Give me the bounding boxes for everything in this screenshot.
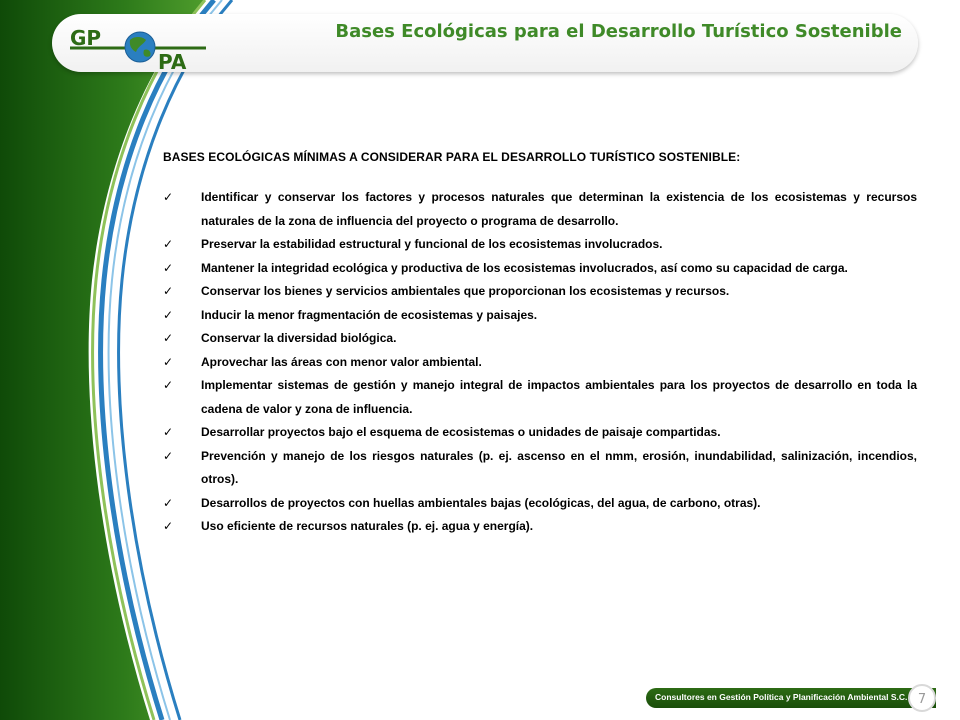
content-area bbox=[163, 150, 917, 539]
list-item bbox=[163, 257, 917, 281]
list-item bbox=[163, 421, 917, 445]
gpopa-logo bbox=[66, 22, 216, 76]
list-item-text: Preservar la estabilidad estructural y funcional de los ecosistemas involucrados. bbox=[201, 237, 663, 251]
list-item-text: Desarrollar proyectos bajo el esquema de ecosistemas o unidades de paisaje compartidas. bbox=[201, 425, 721, 439]
checkmark-icon: ✓ bbox=[163, 284, 174, 298]
list-item bbox=[163, 186, 917, 233]
list-item-text: Desarrollos de proyectos con huellas ambientales bajas (ecológicas, del agua, de carbono, otras). bbox=[201, 495, 761, 510]
list-item bbox=[163, 445, 917, 492]
checkmark-icon: ✓ bbox=[163, 448, 174, 463]
list-item bbox=[163, 515, 917, 539]
list-item bbox=[163, 374, 917, 421]
content-heading: BASES ECOLÓGICAS MÍNIMAS A CONSIDERAR PARA EL DESARROLLO TURÍSTICO SOSTENIBLE: bbox=[163, 150, 741, 164]
footer-text: Consultores en Gestión Política y Planificación Ambiental S.C. bbox=[655, 692, 908, 702]
list-item-text: Uso eficiente de recursos naturales (p. ej. agua y energía). bbox=[201, 519, 534, 533]
header-title: Bases Ecológicas para el Desarrollo Turístico Sostenible bbox=[335, 21, 902, 42]
list-item bbox=[163, 280, 917, 304]
checkmark-icon: ✓ bbox=[163, 331, 174, 345]
checkmark-icon: ✓ bbox=[163, 519, 174, 533]
logo-text-top: GP bbox=[70, 26, 102, 50]
list-item bbox=[163, 351, 917, 375]
list-item bbox=[163, 492, 917, 516]
checkmark-icon: ✓ bbox=[163, 425, 174, 439]
checkmark-icon: ✓ bbox=[163, 378, 174, 392]
list-item bbox=[163, 327, 917, 351]
checkmark-icon: ✓ bbox=[163, 237, 174, 251]
checkmark-icon: ✓ bbox=[163, 307, 174, 322]
logo-text-bottom: PA bbox=[158, 50, 187, 74]
checkmark-icon: ✓ bbox=[163, 354, 174, 369]
checkmark-icon: ✓ bbox=[163, 260, 174, 275]
list-item-text: Prevención y manejo de los riesgos naturales (p. ej. ascenso en el nmm, erosión, inundabilidad, salinización, incendios, otros). bbox=[201, 448, 917, 486]
list-item bbox=[163, 304, 917, 328]
list-item-text: Inducir la menor fragmentación de ecosistemas y paisajes. bbox=[201, 307, 538, 322]
list-item-text: Aprovechar las áreas con menor valor ambiental. bbox=[201, 354, 482, 369]
list-item-text: Conservar los bienes y servicios ambientales que proporcionan los ecosistemas y recursos. bbox=[201, 284, 730, 298]
list-item-text: Conservar la diversidad biológica. bbox=[201, 331, 397, 345]
checkmark-icon: ✓ bbox=[163, 495, 174, 510]
checkmark-icon: ✓ bbox=[163, 190, 174, 204]
list-item bbox=[163, 233, 917, 257]
list-item-text: Implementar sistemas de gestión y manejo integral de impactos ambientales para los proyectos de desarrollo en toda la cadena de valor y zona de influencia. bbox=[201, 378, 917, 416]
checklist bbox=[163, 186, 917, 539]
page-number: 7 bbox=[908, 684, 936, 712]
list-item-text: Identificar y conservar los factores y procesos naturales que determinan la existencia de los ecosistemas y recursos naturales de la zona de influencia del proyecto o programa de desarrollo. bbox=[201, 190, 917, 228]
list-item-text: Mantener la integridad ecológica y productiva de los ecosistemas involucrados, así como su capacidad de carga. bbox=[201, 260, 848, 275]
